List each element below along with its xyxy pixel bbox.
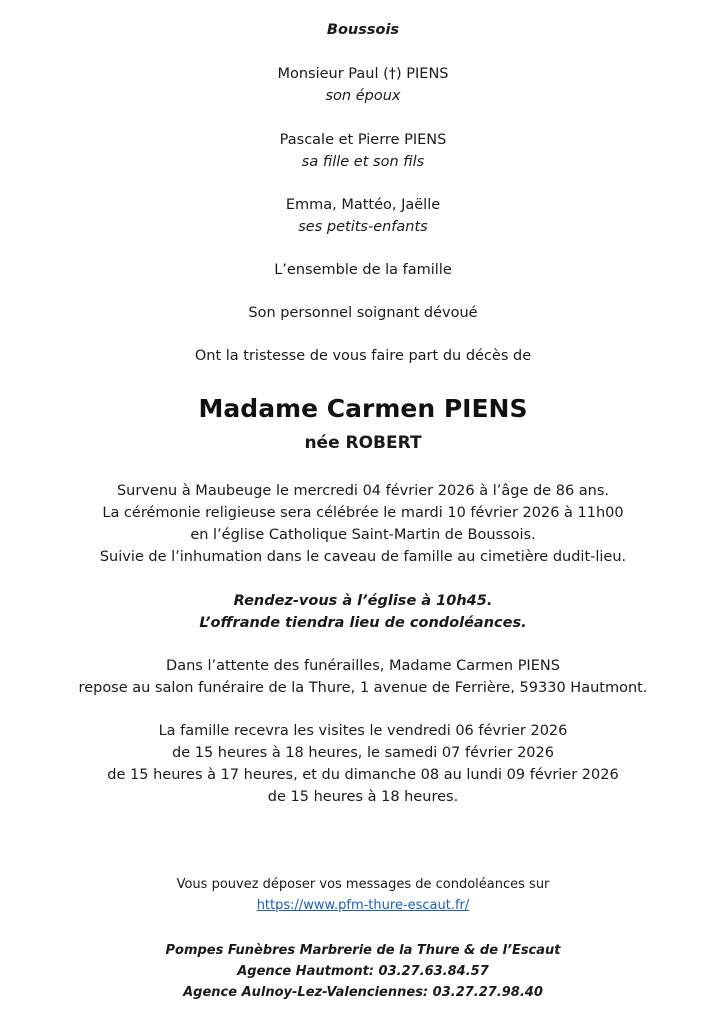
details-line: La cérémonie religieuse sera célébrée le mardi 10 février 2026 à 11h00 [102,505,624,521]
agency-hautmont: Agence Hautmont: 03.27.63.84.57 [237,964,489,979]
town-heading: Boussois [326,22,400,38]
resting-line: Dans l’attente des funérailles, Madame Carmen PIENS [166,658,560,674]
condolences-text: Vous pouvez déposer vos messages de condoléances sur [176,877,550,892]
family-member-relation: sa fille et son fils [301,154,425,170]
visits-line: de 15 heures à 18 heures, le samedi 07 février 2026 [172,745,554,761]
family-member-relation: son époux [325,88,401,104]
deceased-name: Madame Carmen PIENS [198,394,528,423]
agency-aulnoy: Agence Aulnoy-Lez-Valenciennes: 03.27.27.98.40 [183,985,543,1000]
details-line: en l’église Catholique Saint-Martin de Boussois. [190,527,536,543]
funeral-company-name: Pompes Funèbres Marbrerie de la Thure & de l’Escaut [165,943,561,958]
resting-line: repose au salon funéraire de la Thure, 1 avenue de Ferrière, 59330 Hautmont. [78,680,648,696]
family-member-name: Emma, Mattéo, Jaëlle [285,197,441,213]
family-member-name: Pascale et Pierre PIENS [279,132,447,148]
details-line: Survenu à Maubeuge le mercredi 04 février 2026 à l’âge de 86 ans. [116,483,610,499]
meeting-note: Rendez-vous à l’église à 10h45. [233,593,493,609]
caregivers-line: Son personnel soignant dévoué [248,305,478,321]
visits-line: de 15 heures à 18 heures. [267,789,459,805]
condolences-link-row [0,896,726,916]
family-member-relation: ses petits-enfants [298,219,428,235]
details-line: Suivie de l’inhumation dans le caveau de famille au cimetière dudit-lieu. [99,549,627,565]
announcement-line: Ont la tristesse de vous faire part du décès de [194,348,532,364]
offering-note: L’offrande tiendra lieu de condoléances. [199,615,527,631]
deceased-maiden-name: née ROBERT [304,433,422,453]
extended-family-line: L’ensemble de la famille [274,262,452,278]
visits-line: de 15 heures à 17 heures, et du dimanche 08 au lundi 09 février 2026 [107,767,619,783]
condolences-link[interactable]: https://www.pfm-thure-escaut.fr/ [256,898,470,913]
family-member-name: Monsieur Paul (†) PIENS [277,66,449,82]
visits-line: La famille recevra les visites le vendredi 06 février 2026 [158,723,568,739]
